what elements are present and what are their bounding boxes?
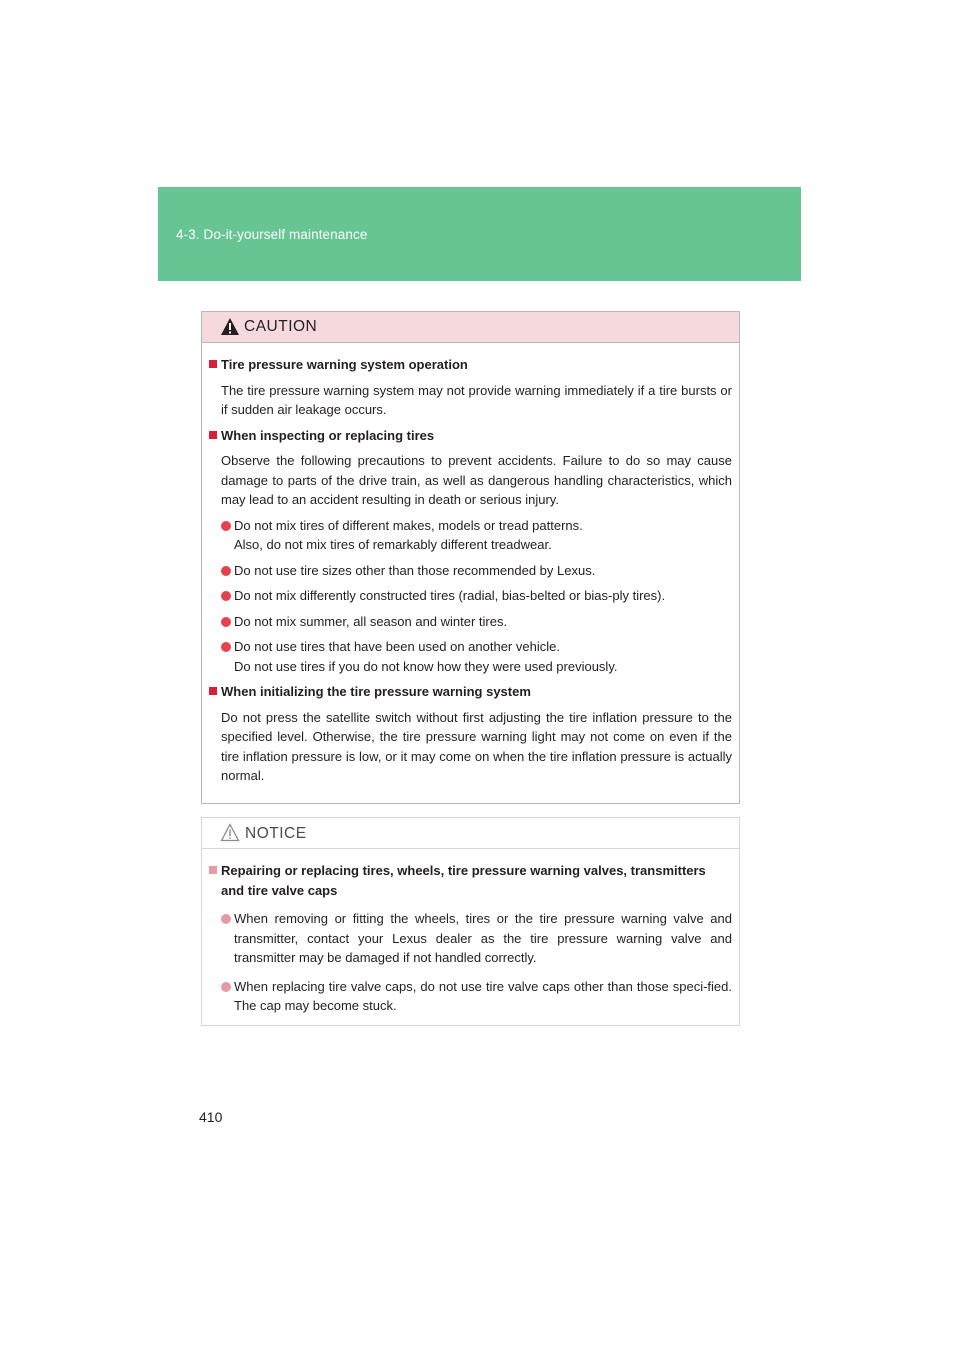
notice-topic-title: Repairing or replacing tires, wheels, tire pressure warning valves, transmitters and tire valve caps [221, 863, 706, 898]
caution-paragraph: Observe the following precautions to prevent accidents. Failure to do so may cause damage to parts of the drive train, as well as dangerous handling characteristics, which may lead to an accident resulting in death or serious injury. [221, 453, 732, 507]
notice-box [201, 817, 740, 1026]
square-bullet-icon [209, 866, 217, 874]
caution-bullet-item [209, 586, 732, 606]
square-bullet-icon [209, 360, 217, 368]
notice-header [202, 818, 739, 849]
caution-paragraph: Do not press the satellite switch without first adjusting the tire inflation pressure to the specified level. Otherwise, the tire pressure warning light may not come on even if the tire inflation pressure is low, or it may come on when the tire inflation pressure is actually normal. [221, 709, 732, 783]
notice-topic-heading [209, 861, 732, 900]
round-bullet-icon [221, 982, 231, 992]
caution-topic-heading [209, 355, 732, 375]
section-header-band [158, 187, 801, 281]
bullet-text: Do not mix differently constructed tires (radial, bias-belted or bias-ply tires). [234, 588, 666, 603]
bullet-text: Do not mix tires of different makes, models or tread patterns. [234, 517, 583, 533]
bullet-text-continued: Do not use tires if you do not know how they were used previously. [234, 658, 618, 674]
square-bullet-icon [209, 687, 217, 695]
round-bullet-icon [221, 642, 231, 652]
caution-box [201, 311, 740, 804]
caution-body [202, 343, 739, 786]
bullet-text-continued: Also, do not mix tires of remarkably different treadwear. [234, 537, 552, 552]
caution-topic-title: When inspecting or replacing tires [221, 427, 435, 443]
caution-topic-title: Tire pressure warning system operation [221, 357, 468, 372]
caution-topic-heading [209, 426, 732, 446]
round-bullet-icon [221, 914, 231, 924]
bullet-text: When removing or fitting the wheels, tires or the tire pressure warning valve and transmitter, contact your Lexus dealer as the tire pressure warning valve and transmitter may be damaged if not handled correctly. [234, 911, 732, 965]
bullet-text: Do not use tire sizes other than those recommended by Lexus. [234, 562, 596, 578]
caution-paragraph: The tire pressure warning system may not provide warning immediately if a tire bursts or if sudden air leakage occurs. [221, 382, 732, 417]
round-bullet-icon [221, 566, 231, 576]
square-bullet-icon [209, 431, 217, 439]
caution-bullet-item [209, 516, 732, 555]
notice-body [202, 849, 739, 1016]
caution-bullet-item [209, 637, 732, 676]
warning-triangle-outline-icon [220, 823, 240, 842]
bullet-text: When replacing tire valve caps, do not use tire valve caps other than those speci-fied. The cap may become stuck. [234, 978, 732, 1013]
notice-bullet-item [209, 977, 732, 1016]
round-bullet-icon [221, 617, 231, 627]
notice-bullet-item [209, 909, 732, 968]
notice-label: NOTICE [245, 825, 307, 842]
round-bullet-icon [221, 521, 231, 531]
caution-header [202, 312, 739, 343]
bullet-text: Do not mix summer, all season and winter tires. [234, 613, 508, 629]
warning-triangle-icon [220, 317, 240, 336]
caution-topic-heading [209, 682, 732, 702]
caution-bullet-item [209, 561, 732, 581]
caution-bullet-item [209, 612, 732, 632]
caution-label: CAUTION [244, 318, 318, 335]
bullet-text: Do not use tires that have been used on another vehicle. [234, 639, 560, 654]
caution-topic-title: When initializing the tire pressure warning system [221, 684, 531, 699]
round-bullet-icon [221, 591, 231, 601]
page-number: 410 [199, 1109, 223, 1125]
section-title: 4-3. Do-it-yourself maintenance [176, 227, 368, 242]
